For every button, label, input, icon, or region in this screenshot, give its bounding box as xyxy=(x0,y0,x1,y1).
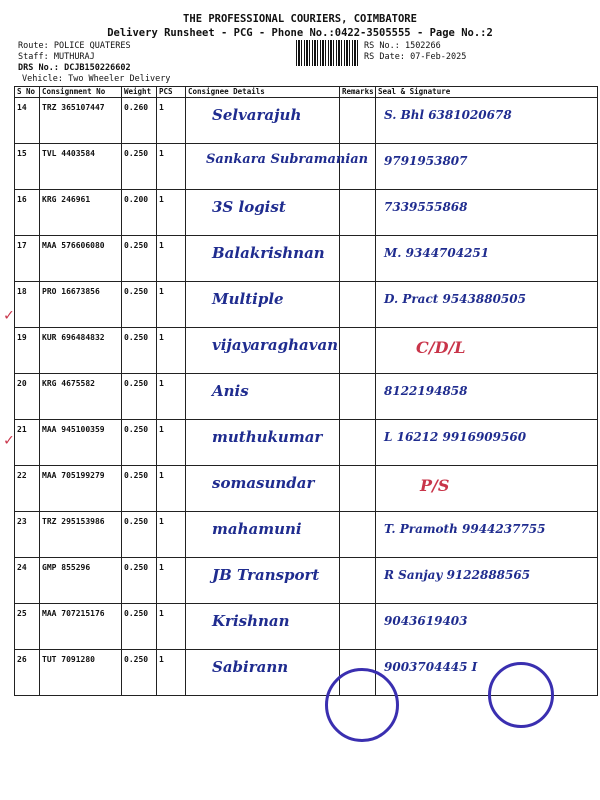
signature-handwriting: P/S xyxy=(420,476,450,495)
signature-handwriting: 8122194858 xyxy=(384,384,468,398)
cell-consignee xyxy=(186,558,340,604)
cell-weight: 0.250 xyxy=(122,466,157,512)
seal-stamp-icon xyxy=(488,662,554,728)
col-pcs: PCS xyxy=(157,87,186,98)
table-row xyxy=(15,236,598,282)
check-mark-icon: ✓ xyxy=(4,430,14,449)
cell-pcs: 1 xyxy=(157,328,186,374)
table-row xyxy=(15,374,598,420)
table-row xyxy=(15,558,598,604)
signature-handwriting: R Sanjay 9122888565 xyxy=(384,568,531,582)
cell-sno: 26 xyxy=(15,650,40,696)
drs-line: DRS No.: DCJB150226602 xyxy=(18,63,131,73)
cell-weight: 0.250 xyxy=(122,604,157,650)
cell-pcs: 1 xyxy=(157,512,186,558)
cell-consignee xyxy=(186,236,340,282)
cell-weight: 0.250 xyxy=(122,374,157,420)
runsheet-table xyxy=(14,86,598,696)
cell-signature xyxy=(376,144,598,190)
consignee-handwriting: Sankara Subramanian xyxy=(206,152,369,167)
table-row xyxy=(15,144,598,190)
table-row xyxy=(15,190,598,236)
consignee-handwriting: Selvarajuh xyxy=(212,106,302,124)
rs-no-line: RS No.: 1502266 xyxy=(364,41,441,51)
cell-weight: 0.250 xyxy=(122,558,157,604)
cell-signature xyxy=(376,328,598,374)
col-weight: Weight xyxy=(122,87,157,98)
signature-handwriting: 9003704445 I xyxy=(384,660,478,674)
cell-consignment: TRZ 365107447 xyxy=(40,98,122,144)
cell-weight: 0.250 xyxy=(122,282,157,328)
cell-pcs: 1 xyxy=(157,650,186,696)
table-row xyxy=(15,282,598,328)
table-row xyxy=(15,604,598,650)
table-row xyxy=(15,420,598,466)
seal-stamp-icon xyxy=(325,668,399,742)
cell-pcs: 1 xyxy=(157,466,186,512)
cell-weight: 0.260 xyxy=(122,98,157,144)
cell-consignment: TVL 4403584 xyxy=(40,144,122,190)
cell-consignee xyxy=(186,144,369,190)
cell-consignee xyxy=(186,512,340,558)
check-mark-icon: ✓ xyxy=(4,305,14,324)
cell-pcs: 1 xyxy=(157,282,186,328)
cell-consignment: PRO 16673856 xyxy=(40,282,122,328)
consignee-handwriting: mahamuni xyxy=(212,520,302,538)
cell-sno: 22 xyxy=(15,466,40,512)
col-remarks: Remarks xyxy=(340,87,376,98)
cell-consignee xyxy=(186,190,340,236)
col-consignment: Consignment No xyxy=(40,87,122,98)
cell-pcs: 1 xyxy=(157,558,186,604)
consignee-handwriting: muthukumar xyxy=(212,428,323,446)
table-row xyxy=(15,512,598,558)
cell-weight: 0.250 xyxy=(122,144,157,190)
cell-signature xyxy=(376,98,598,144)
cell-consignment: KRG 4675582 xyxy=(40,374,122,420)
cell-sno: 23 xyxy=(15,512,40,558)
cell-consignment: MAA 707215176 xyxy=(40,604,122,650)
cell-signature xyxy=(376,374,598,420)
consignee-handwriting: Anis xyxy=(212,382,249,400)
cell-remarks xyxy=(340,190,376,236)
cell-signature xyxy=(376,420,598,466)
cell-signature xyxy=(376,236,598,282)
cell-consignee xyxy=(186,328,340,374)
cell-signature xyxy=(376,558,598,604)
signature-handwriting: S. Bhl 6381020678 xyxy=(384,108,512,122)
staff-line: Staff: MUTHURAJ xyxy=(18,52,95,62)
signature-handwriting: 7339555868 xyxy=(384,200,468,214)
cell-consignee xyxy=(186,420,340,466)
cell-signature xyxy=(376,190,598,236)
cell-signature xyxy=(376,466,598,512)
cell-weight: 0.250 xyxy=(122,236,157,282)
consignee-handwriting: Krishnan xyxy=(212,612,290,630)
consignee-handwriting: vijayaraghavan xyxy=(212,336,339,354)
cell-sno: 25 xyxy=(15,604,40,650)
signature-handwriting: T. Pramoth 9944237755 xyxy=(384,522,546,536)
signature-handwriting: 9043619403 xyxy=(384,614,468,628)
cell-consignment: TUT 7091280 xyxy=(40,650,122,696)
cell-weight: 0.250 xyxy=(122,512,157,558)
rs-date-line: RS Date: 07-Feb-2025 xyxy=(364,52,467,62)
cell-remarks xyxy=(340,282,376,328)
route-line: Route: POLICE QUATERES xyxy=(18,41,131,51)
vehicle-line: Vehicle: Two Wheeler Delivery xyxy=(22,74,171,84)
cell-pcs: 1 xyxy=(157,374,186,420)
cell-sno: 24 xyxy=(15,558,40,604)
cell-consignee xyxy=(186,604,340,650)
cell-consignment: MAA 705199279 xyxy=(40,466,122,512)
signature-handwriting: M. 9344704251 xyxy=(384,246,490,260)
cell-consignee xyxy=(186,98,340,144)
cell-remarks xyxy=(340,512,376,558)
cell-consignment: KUR 696484832 xyxy=(40,328,122,374)
cell-sno: 18 xyxy=(15,282,40,328)
cell-consignee xyxy=(186,466,340,512)
col-consignee: Consignee Details xyxy=(186,87,340,98)
cell-remarks xyxy=(340,374,376,420)
cell-pcs: 1 xyxy=(157,420,186,466)
cell-pcs: 1 xyxy=(157,190,186,236)
cell-signature xyxy=(376,650,598,696)
cell-signature xyxy=(376,512,598,558)
cell-consignee xyxy=(186,374,340,420)
cell-remarks xyxy=(340,98,376,144)
cell-pcs: 1 xyxy=(157,236,186,282)
cell-sno: 17 xyxy=(15,236,40,282)
cell-weight: 0.200 xyxy=(122,190,157,236)
table-row xyxy=(15,328,598,374)
cell-sno: 15 xyxy=(15,144,40,190)
consignee-handwriting: Multiple xyxy=(212,290,284,308)
cell-consignment: MAA 576606080 xyxy=(40,236,122,282)
cell-consignee xyxy=(186,650,340,696)
consignee-handwriting: JB Transport xyxy=(212,566,320,584)
cell-pcs: 1 xyxy=(157,98,186,144)
cell-pcs: 1 xyxy=(157,604,186,650)
cell-remarks xyxy=(340,604,376,650)
consignee-handwriting: somasundar xyxy=(212,474,315,492)
cell-remarks xyxy=(340,328,376,374)
table-header-row xyxy=(15,87,598,98)
cell-weight: 0.250 xyxy=(122,650,157,696)
runsheet-subtitle: Delivery Runsheet - PCG - Phone No.:0422-3505555 - Page No.:2 xyxy=(107,27,493,39)
barcode-icon xyxy=(296,40,358,66)
cell-remarks xyxy=(340,558,376,604)
signature-handwriting: D. Pract 9543880505 xyxy=(384,292,526,306)
table-row xyxy=(15,466,598,512)
table-row xyxy=(15,98,598,144)
cell-remarks xyxy=(340,236,376,282)
col-sno: S No xyxy=(15,87,40,98)
consignee-handwriting: 3S logist xyxy=(212,198,286,216)
cell-signature xyxy=(376,282,598,328)
cell-sno: 19 xyxy=(15,328,40,374)
signature-handwriting: C/D/L xyxy=(416,338,466,357)
cell-consignee xyxy=(186,282,340,328)
cell-remarks xyxy=(340,420,376,466)
cell-weight: 0.250 xyxy=(122,420,157,466)
cell-consignment: TRZ 295153986 xyxy=(40,512,122,558)
consignee-handwriting: Balakrishnan xyxy=(212,244,325,262)
cell-sno: 16 xyxy=(15,190,40,236)
cell-weight: 0.250 xyxy=(122,328,157,374)
signature-handwriting: 9791953807 xyxy=(384,154,468,168)
signature-handwriting: L 16212 9916909560 xyxy=(384,430,527,444)
cell-sno: 21 xyxy=(15,420,40,466)
cell-remarks xyxy=(340,466,376,512)
cell-consignment: GMP 855296 xyxy=(40,558,122,604)
cell-sno: 20 xyxy=(15,374,40,420)
cell-consignment: KRG 246961 xyxy=(40,190,122,236)
cell-signature xyxy=(376,604,598,650)
company-title: THE PROFESSIONAL COURIERS, COIMBATORE xyxy=(183,13,417,25)
cell-consignment: MAA 945100359 xyxy=(40,420,122,466)
cell-pcs: 1 xyxy=(157,144,186,190)
consignee-handwriting: Sabirann xyxy=(212,658,289,676)
cell-sno: 14 xyxy=(15,98,40,144)
col-seal-signature: Seal & Signature xyxy=(376,87,598,98)
